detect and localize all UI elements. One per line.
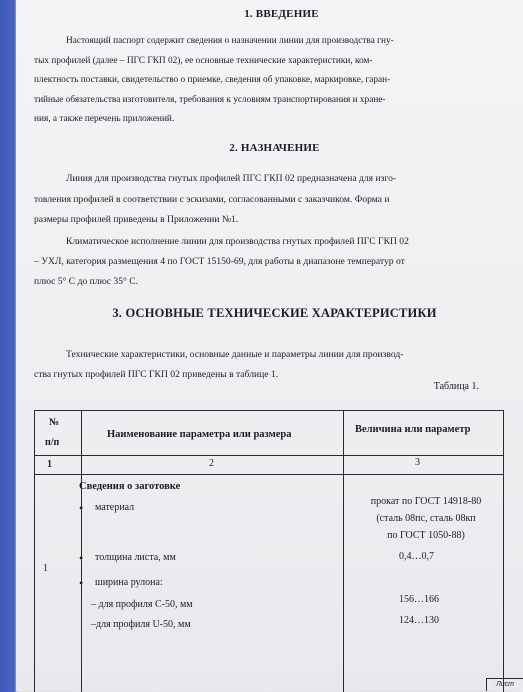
purpose-paragraph-1 <box>34 169 484 231</box>
thickness-value: 0,4…0,7 <box>399 551 434 562</box>
header-parameter-name: Наименование параметра или размера <box>107 429 292 440</box>
column-number: 2 <box>209 458 214 469</box>
purpose-paragraph-2 <box>34 232 486 292</box>
table-column-divider <box>343 411 344 692</box>
section-heading-purpose: 2. НАЗНАЧЕНИЕ <box>229 142 320 154</box>
material-value-line: по ГОСТ 1050-88) <box>387 530 465 541</box>
text-line: тийные обязательства изготовителя, требования к условиям транспортирования и хране- <box>34 94 386 105</box>
u50-value: 124…130 <box>399 615 439 626</box>
text-line: ния, а также перечень приложений. <box>34 114 175 124</box>
c50-label: – для профиля С-50, мм <box>91 599 193 610</box>
text-line: Настоящий паспорт содержит сведения о назначении линии для производства гну- <box>66 36 394 46</box>
header-parameter-value: Величина или параметр <box>355 424 471 435</box>
introduction-paragraph <box>34 32 482 130</box>
specifications-paragraph <box>34 345 490 385</box>
text-line: товления профилей в соответствии с эскизами, согласованными с заказчиком. Форма и <box>34 193 390 205</box>
text-line: Линия для производства гнутых профилей ПГС ГКП 02 предназначена для изго- <box>66 173 397 184</box>
text-line: Климатическое исполнение линии для производства гнутых профилей ПГС ГКП 02 <box>66 236 409 247</box>
section-heading-introduction: 1. ВВЕДЕНИЕ <box>244 8 319 20</box>
group-title: Сведения о заготовке <box>79 481 181 492</box>
c50-value: 156…166 <box>399 594 439 605</box>
text-line: плюс 5° С до плюс 35° С. <box>34 276 139 287</box>
text-line: размеры профилей приведены в Приложении №1. <box>34 214 239 225</box>
table-caption: Таблица 1. <box>433 381 479 392</box>
text-line: плектность поставки, свидетельство о приемке, сведения об упаковке, маркировке, гаран- <box>34 75 391 85</box>
material-value <box>351 493 501 544</box>
row-number: 1 <box>43 563 48 574</box>
sheet-stamp: Лист <box>486 678 523 691</box>
table-row-divider <box>35 455 503 456</box>
header-number-symbol: № <box>49 417 60 428</box>
material-value-line: (сталь 08пс, сталь 08кп <box>376 513 476 524</box>
u50-label: –для профиля U-50, мм <box>91 619 191 630</box>
text-line: Технические характеристики, основные данные и параметры линии для производ- <box>66 349 404 360</box>
roll-width-label: • ширина рулона: <box>95 577 163 588</box>
specifications-table <box>34 410 504 692</box>
material-label: • материал <box>95 502 134 513</box>
table-row-divider <box>35 474 503 475</box>
document-page <box>16 0 523 691</box>
text-line: ства гнутых профилей ПГС ГКП 02 приведены в таблице 1. <box>34 369 279 380</box>
column-number: 3 <box>415 457 420 468</box>
thickness-label: • толщина листа, мм <box>95 552 176 563</box>
material-value-line: прокат по ГОСТ 14918-80 <box>370 496 482 507</box>
section-heading-specifications: 3. ОСНОВНЫЕ ТЕХНИЧЕСКИЕ ХАРАКТЕРИСТИКИ <box>112 306 437 320</box>
text-line: – УХЛ, категория размещения 4 по ГОСТ 15150-69, для работы в диапазоне температур от <box>34 256 405 267</box>
header-number-label: п/п <box>45 437 60 448</box>
column-number: 1 <box>47 459 52 470</box>
text-line: тых профилей (далее – ПГС ГКП 02), ее основные технические характеристики, ком- <box>34 55 373 66</box>
